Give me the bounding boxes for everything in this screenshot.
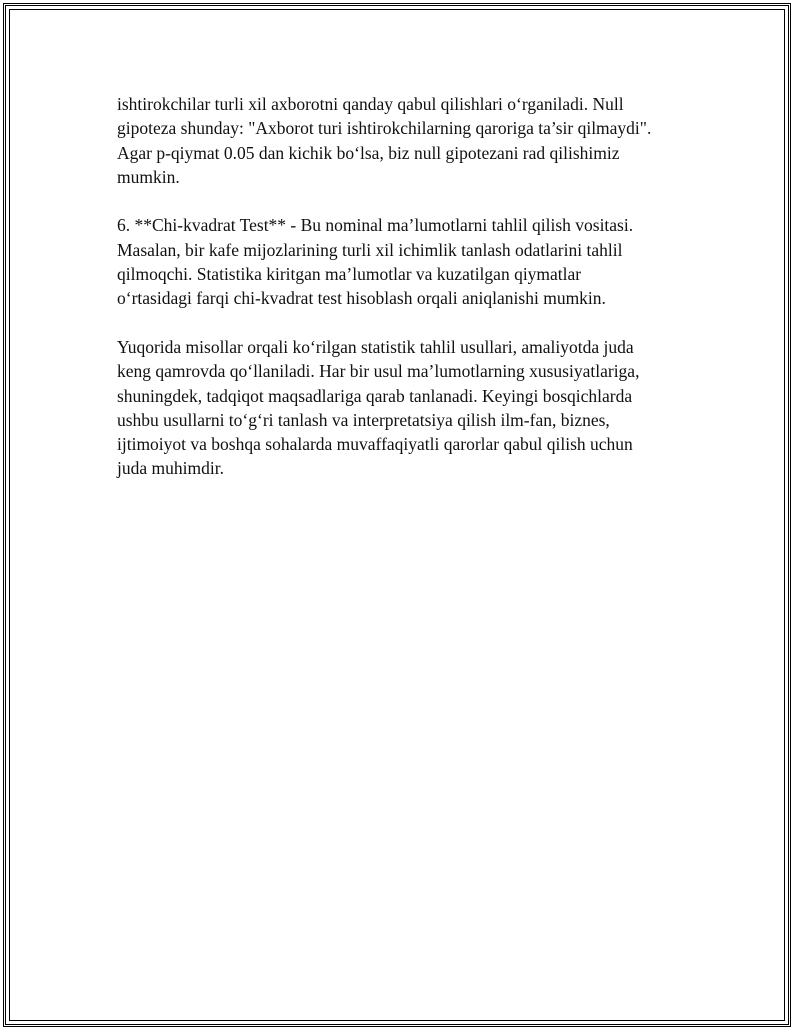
- paragraph-chi-square-test: 6. **Chi-kvadrat Test** - Bu nominal ma’lumotlarni tahlil qilish vositasi. Masalan, bir kafe mijozlarining turli xil ichimlik tanlash odatlarini tahlil qilmoqchi. Statistika kiritgan ma’lumotlar va kuzatilgan qiymatlar o‘rtasidagi farqi chi-kvadrat test hisoblash orqali aniqlanishi mumkin.: [117, 215, 634, 309]
- paragraph-null-hypothesis: ishtirokchilar turli xil axborotni qanday qabul qilishlari o‘rganiladi. Null gipoteza shunday: "Axborot turi ishtirokchilarning qaroriga ta’sir qilmaydi". Agar p-qiymat 0.05 dan kichik bo‘lsa, biz null gipotezani rad qilishimiz mumkin.: [117, 94, 652, 187]
- document-body: [117, 92, 697, 505]
- paragraph-conclusion: Yuqorida misollar orqali ko‘rilgan statistik tahlil usullari, amaliyotda juda keng qamrovda qo‘llaniladi. Har bir usul ma’lumotlarning xususiyatlariga, shuningdek, tadqiqot maqsadlariga qarab tanlanadi. Keyingi bosqichlarda ushbu usullarni to‘g‘ri tanlash va interpretatsiya qilish ilm-fan, biznes, ijtimoiyot va boshqa sohalarda muvaffaqiyatli qarorlar qabul qilish uchun juda muhimdir.: [117, 336, 640, 479]
